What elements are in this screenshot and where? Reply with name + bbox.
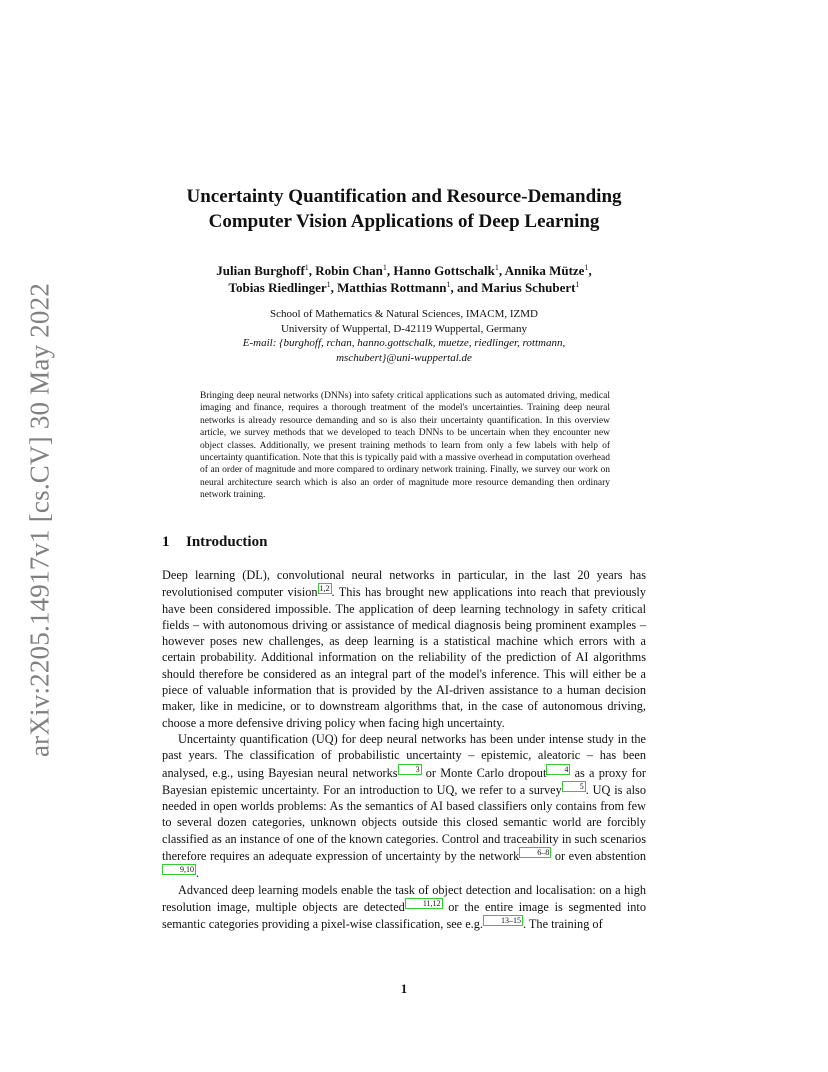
arxiv-identifier[interactable]: arXiv:2205.14917v1 [cs.CV] 30 May 2022 bbox=[24, 282, 55, 758]
email-addresses[interactable]: {burghoff, rchan, hanno.gottschalk, muetze, riedlinger, rottmann, bbox=[279, 337, 566, 349]
citation-link[interactable]: 11,12 bbox=[405, 898, 443, 909]
abstract: Bringing deep neural networks (DNNs) into safety critical applications such as automated driving, medical imaging and finance, requires a thorough treatment of the model's uncertainties. Training deep neural networks is already resource demanding and so is also their uncertainty quantification. In this overview article, we survey methods that we developed to teach DNNs to be uncertain when they encounter new object classes. Additionally, we present training methods to learn from only a few labels with help of uncertainty quantification. Note that this is typically paid with a massive overhead in computation overhead of an order of magnitude and more compared to ordinary network training. Finally, we survey our work on neural architecture search which is also an order of magnitude more resource demanding then ordinary network training. bbox=[200, 391, 610, 501]
author-name: Robin Chan bbox=[315, 263, 383, 278]
affiliation-mark: 1 bbox=[382, 263, 387, 272]
affiliation-mark: 1 bbox=[446, 279, 451, 289]
author-separator: , and bbox=[450, 279, 482, 295]
author-line bbox=[162, 263, 646, 280]
paragraph-text: . bbox=[196, 866, 200, 881]
citation-link[interactable]: 3 bbox=[398, 764, 422, 775]
paragraph-text: . The training of bbox=[522, 917, 603, 932]
affiliation-line: University of Wuppertal, D-42119 Wuppertal, Germany bbox=[280, 322, 528, 335]
affiliation-block bbox=[162, 307, 646, 365]
author-name: Annika Mütze bbox=[504, 263, 585, 278]
author-name: Hanno Gottschalk bbox=[393, 263, 495, 278]
author-separator: , bbox=[386, 263, 394, 278]
author-name: Tobias Riedlinger bbox=[228, 279, 327, 295]
email-label: E-mail: bbox=[242, 337, 277, 349]
section-number: 1 bbox=[162, 534, 170, 550]
section-heading bbox=[162, 533, 267, 551]
citation-link[interactable]: 5 bbox=[562, 781, 586, 792]
email-line[interactable]: mschubert}@uni-wuppertal.de bbox=[336, 351, 472, 364]
author-separator: , bbox=[588, 263, 592, 278]
affiliation-mark: 1 bbox=[304, 263, 309, 272]
paragraph-text: . UQ is also needed in open worlds problems: As the semantics of AI based classifiers only contains from few to several dozen categories, unknown objects outside this closed semantic world are forcibly classified as an instance of one of the known categories. Control and traceability in such scenarios therefore requires an adequate expression of uncertainty by the network bbox=[162, 782, 646, 864]
author-name: Marius Schubert bbox=[481, 279, 576, 295]
affiliation-line: School of Mathematics & Natural Sciences, IMACM, IZMD bbox=[270, 308, 538, 320]
citation-link[interactable]: 13–15 bbox=[483, 915, 523, 926]
paragraph-text: or even abstention bbox=[551, 849, 646, 864]
author-name: Matthias Rottmann bbox=[337, 279, 447, 295]
paragraph-text: as a proxy for Bayesian epistemic uncertainty. For an introduction to UQ, we refer to a survey bbox=[162, 765, 646, 797]
author-separator: , bbox=[498, 263, 505, 278]
arxiv-sidebar bbox=[22, 275, 58, 765]
title-line: Computer Vision Applications of Deep Learning bbox=[208, 211, 600, 232]
citation-link[interactable]: 9,10 bbox=[162, 864, 196, 875]
affiliation-mark: 1 bbox=[575, 279, 580, 289]
author-separator: , bbox=[308, 263, 316, 278]
body-text bbox=[162, 567, 646, 933]
author-list bbox=[162, 263, 646, 296]
author-line bbox=[162, 280, 646, 297]
section-title: Introduction bbox=[186, 534, 268, 550]
affiliation-mark: 1 bbox=[494, 263, 499, 272]
page-number: 1 bbox=[400, 982, 408, 996]
title-line: Uncertainty Quantification and Resource-Demanding bbox=[186, 186, 622, 207]
paragraph-text: or Monte Carlo dropout bbox=[421, 765, 547, 780]
paragraph-text: Uncertainty quantification (UQ) for deep neural networks has been under intense study in the past years. The classification of probabilistic uncertainty – epistemic, aleatoric – has been analysed, e.g., using Bayesian neural networks bbox=[162, 731, 646, 780]
body-paragraph bbox=[162, 567, 646, 731]
citation-link[interactable]: 6–8 bbox=[519, 847, 551, 858]
paper-title bbox=[162, 184, 646, 234]
paragraph-text: or the entire image is segmented into semantic categories providing a pixel-wise classification, see e.g. bbox=[162, 899, 646, 932]
affiliation-mark: 1 bbox=[326, 279, 331, 289]
body-paragraph bbox=[162, 882, 646, 933]
paragraph-text: Advanced deep learning models enable the task of object detection and localisation: on a high resolution image, multiple objects are detected bbox=[162, 882, 646, 914]
citation-link[interactable]: 4 bbox=[546, 764, 570, 775]
email-line bbox=[162, 336, 646, 351]
citation-link[interactable]: 1,2 bbox=[319, 584, 330, 594]
author-separator: , bbox=[330, 279, 338, 295]
body-paragraph bbox=[162, 731, 646, 882]
paragraph-text: . This has brought new applications into reach that previously have been considered impossible. The application of deep learning technology in safety critical fields – with autonomous driving or assistance of medical diagnosis being prominent examples – however poses new challenges, as deep learning is a statistical machine which errors with a certain probability. Additional information on the reliability of the prediction of AI algorithms should therefore be considered as an integral part of the model's inference. This will either be a piece of valuable information that is provided by the AI-driven assistance to a human decision maker, like in medicine, or to downstream algorithms that, in the case of autonomous driving, choose a more defensive driving policy when facing high uncertainty. bbox=[162, 585, 646, 730]
affiliation-mark: 1 bbox=[584, 263, 589, 272]
author-name: Julian Burghoff bbox=[216, 263, 305, 278]
paragraph-text: Deep learning (DL), convolutional neural networks in particular, in the last 20 years has revolutionised computer vision bbox=[162, 568, 646, 600]
